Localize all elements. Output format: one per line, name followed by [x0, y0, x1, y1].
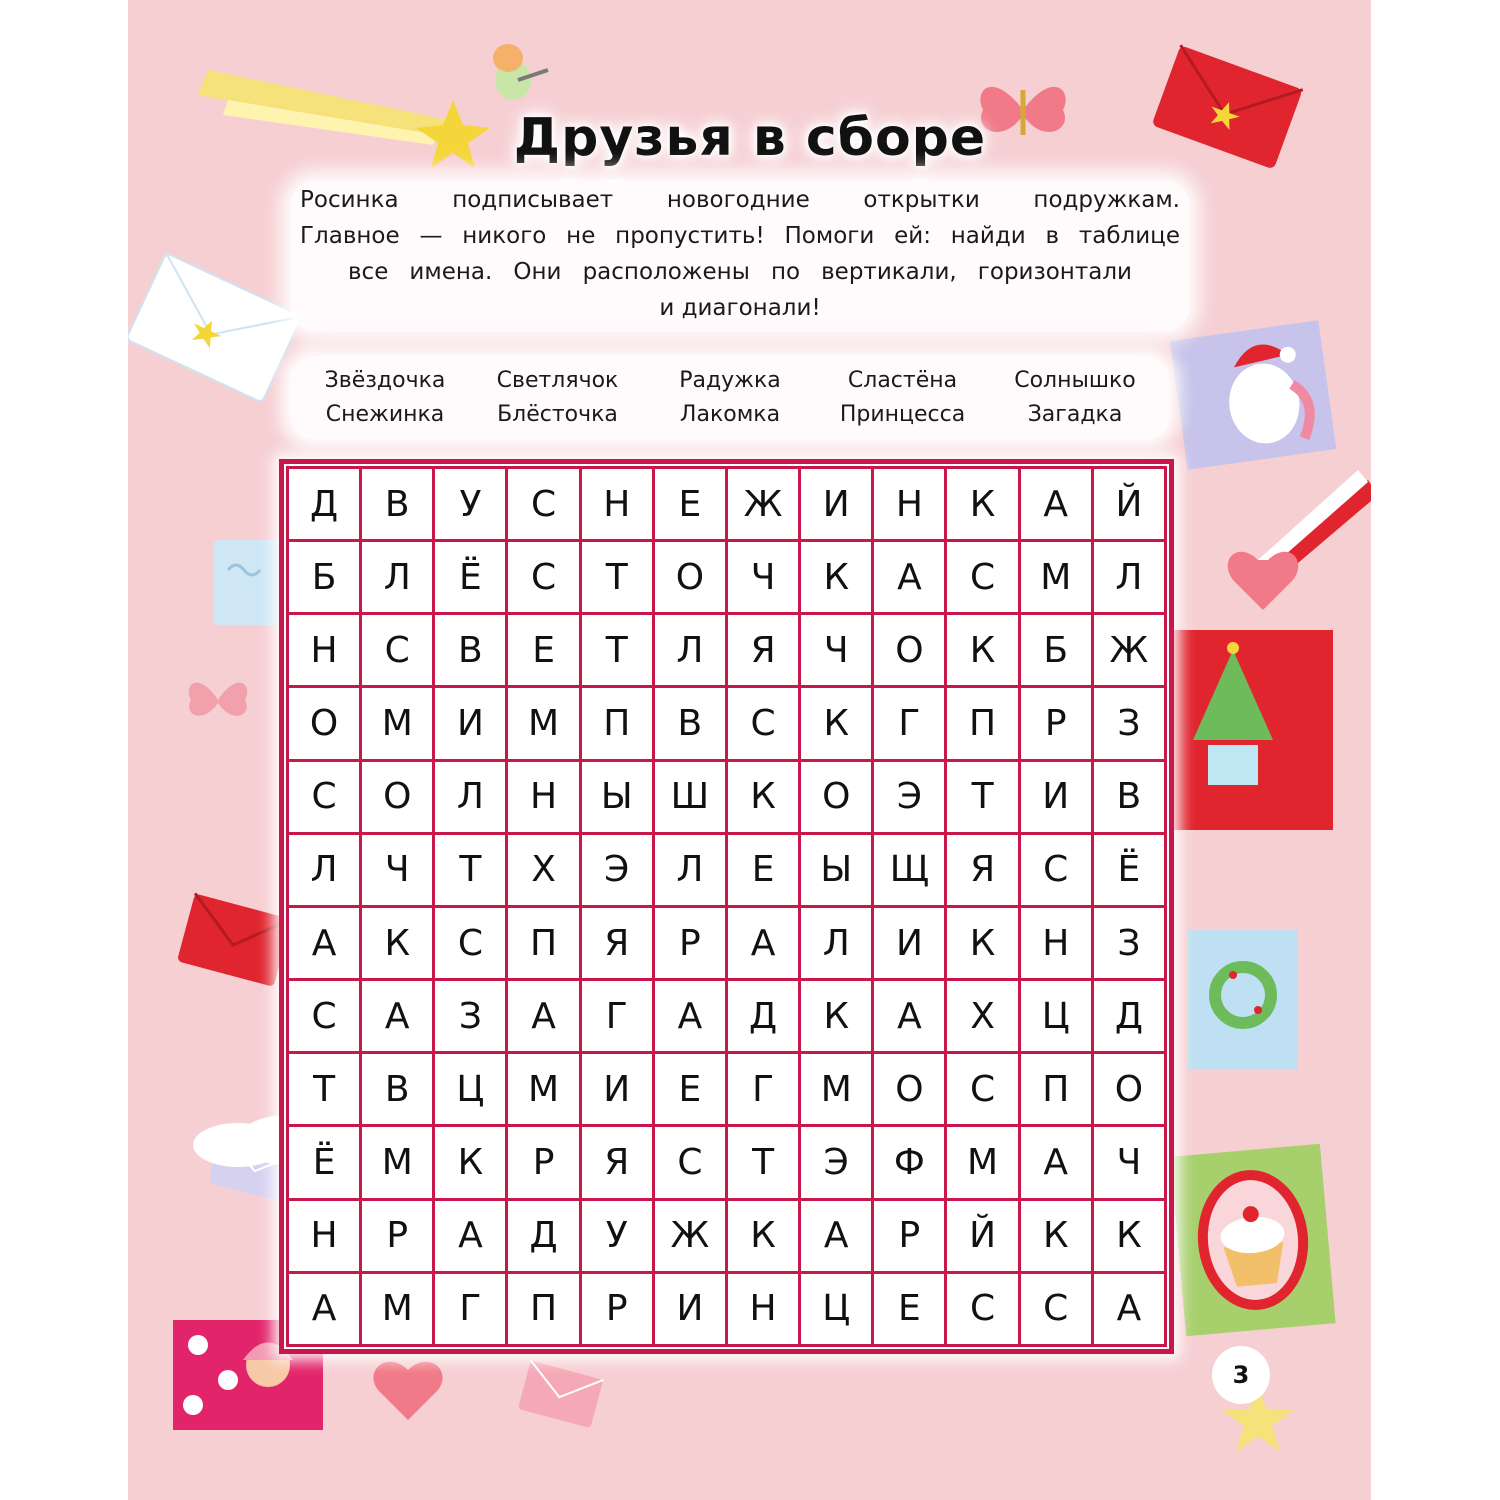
grid-cell[interactable]: Ф	[874, 1127, 944, 1197]
grid-cell[interactable]: Ё	[1094, 835, 1164, 905]
word-column	[300, 364, 470, 432]
grid-cell[interactable]: Л	[655, 615, 725, 685]
grid-cell[interactable]: Л	[289, 835, 359, 905]
grid-cell[interactable]: К	[1021, 1201, 1091, 1271]
grid-cell[interactable]: Б	[1021, 615, 1091, 685]
grid-cell[interactable]: Н	[289, 1201, 359, 1271]
grid-cell[interactable]: Ы	[801, 835, 871, 905]
white-envelope-icon	[128, 250, 298, 410]
grid-cell[interactable]: С	[289, 981, 359, 1051]
grid-cell[interactable]: К	[947, 908, 1017, 978]
grid-cell[interactable]: У	[582, 1201, 652, 1271]
grid-cell[interactable]: П	[1021, 1054, 1091, 1124]
grid-cell[interactable]: И	[655, 1274, 725, 1344]
page-number: 3	[1212, 1346, 1270, 1404]
grid-cell[interactable]: Й	[947, 1201, 1017, 1271]
grid-cell[interactable]: Э	[582, 835, 652, 905]
christmas-tree-card-icon	[1173, 630, 1333, 830]
word-item: Лакомка	[679, 402, 781, 427]
grid-cell[interactable]: Й	[1094, 469, 1164, 539]
red-envelope-small-icon	[178, 890, 288, 1000]
moth-icon	[478, 40, 558, 110]
word-item: Солнышко	[1014, 368, 1136, 393]
grid-cell[interactable]: З	[1094, 908, 1164, 978]
grid-cell[interactable]: Ч	[801, 615, 871, 685]
grid-cell[interactable]: С	[728, 688, 798, 758]
grid-cell[interactable]: С	[655, 1127, 725, 1197]
grid-cell[interactable]: Х	[508, 835, 578, 905]
grid-cell[interactable]: Е	[655, 469, 725, 539]
grid-cell[interactable]: С	[947, 1054, 1017, 1124]
grid-cell[interactable]: В	[435, 615, 505, 685]
grid-cell[interactable]: О	[655, 542, 725, 612]
grid-cell[interactable]: Р	[655, 908, 725, 978]
grid-cell[interactable]: К	[947, 615, 1017, 685]
word-item: Принцесса	[839, 402, 966, 427]
grid-cell[interactable]: И	[582, 1054, 652, 1124]
grid-cell[interactable]: Ж	[728, 469, 798, 539]
word-column	[818, 364, 988, 432]
grid-cell[interactable]: Д	[289, 469, 359, 539]
word-column	[645, 364, 815, 432]
grid-cell[interactable]: К	[947, 469, 1017, 539]
grid-cell[interactable]: З	[1094, 688, 1164, 758]
grid-cell[interactable]: Ж	[1094, 615, 1164, 685]
grid-cell[interactable]: О	[874, 1054, 944, 1124]
word-item: Блёсточка	[497, 402, 618, 427]
grid-cell[interactable]: А	[1094, 1274, 1164, 1344]
grid-cell[interactable]: Г	[435, 1274, 505, 1344]
pink-envelope-icon	[518, 1360, 608, 1430]
grid-cell[interactable]: Т	[947, 762, 1017, 832]
grid-cell[interactable]: Н	[508, 762, 578, 832]
grid-cell[interactable]: Я	[582, 908, 652, 978]
grid-cell[interactable]: Т	[728, 1127, 798, 1197]
grid-cell[interactable]: М	[362, 1274, 432, 1344]
heart-icon	[368, 1350, 448, 1430]
instructions-line: все имена. Они расположены по вертикали, горизонтали	[348, 259, 1132, 285]
grid-cell[interactable]: А	[801, 1201, 871, 1271]
grid-cell[interactable]: А	[728, 908, 798, 978]
grid-cell[interactable]: Щ	[874, 835, 944, 905]
unicorn-stamp-icon	[1168, 320, 1338, 470]
cupcake-stamp-icon	[1168, 1140, 1338, 1340]
grid-cell[interactable]: Е	[508, 615, 578, 685]
grid-cell[interactable]: Ц	[1021, 981, 1091, 1051]
grid-cell[interactable]: О	[362, 762, 432, 832]
word-item: Радужка	[679, 368, 781, 393]
word-column	[473, 364, 643, 432]
grid-cell[interactable]: Т	[582, 542, 652, 612]
grid-cell[interactable]: С	[508, 542, 578, 612]
grid-cell[interactable]: И	[874, 908, 944, 978]
grid-cell[interactable]: Г	[728, 1054, 798, 1124]
grid-cell[interactable]: К	[728, 1201, 798, 1271]
grid-cell[interactable]: М	[362, 688, 432, 758]
grid-cell[interactable]: Ы	[582, 762, 652, 832]
grid-cell[interactable]: А	[362, 981, 432, 1051]
grid-cell[interactable]: К	[801, 542, 871, 612]
grid-cell[interactable]: И	[435, 688, 505, 758]
page-title: Друзья в сборе	[513, 108, 987, 168]
grid-cell[interactable]: М	[362, 1127, 432, 1197]
grid-cell[interactable]: К	[801, 688, 871, 758]
word-list	[290, 356, 1170, 440]
grid-cell[interactable]: С	[1021, 835, 1091, 905]
grid-cell[interactable]: Ч	[1094, 1127, 1164, 1197]
grid-cell[interactable]: В	[362, 1054, 432, 1124]
grid-cell[interactable]: О	[289, 688, 359, 758]
grid-cell[interactable]: Ж	[655, 1201, 725, 1271]
grid-cell[interactable]: Я	[582, 1127, 652, 1197]
grid-cell[interactable]: Н	[728, 1274, 798, 1344]
grid-cell[interactable]: С	[947, 542, 1017, 612]
grid-cell[interactable]: А	[1021, 1127, 1091, 1197]
word-column	[990, 364, 1160, 432]
grid-cell[interactable]: У	[435, 469, 505, 539]
grid-cell[interactable]: В	[1094, 762, 1164, 832]
letter-grid	[286, 466, 1167, 1347]
instructions-line: Росинка подписывает новогодние открытки подружкам.	[300, 187, 1180, 213]
grid-cell[interactable]: П	[582, 688, 652, 758]
grid-cell[interactable]: Л	[435, 762, 505, 832]
grid-cell[interactable]: Н	[289, 615, 359, 685]
grid-cell[interactable]: С	[508, 469, 578, 539]
grid-cell[interactable]: М	[508, 1054, 578, 1124]
grid-cell[interactable]: С	[289, 762, 359, 832]
grid-cell[interactable]: Э	[801, 1127, 871, 1197]
grid-cell[interactable]: А	[289, 1274, 359, 1344]
grid-cell[interactable]: В	[362, 469, 432, 539]
grid-cell[interactable]: Э	[874, 762, 944, 832]
grid-cell[interactable]: П	[508, 908, 578, 978]
grid-cell[interactable]: Р	[362, 1201, 432, 1271]
grid-cell[interactable]: А	[435, 1201, 505, 1271]
grid-cell[interactable]: А	[874, 542, 944, 612]
grid-cell[interactable]: А	[655, 981, 725, 1051]
instructions-line: Главное — никого не пропустить! Помоги ей: найди в таблице	[300, 223, 1180, 249]
grid-cell[interactable]: С	[947, 1274, 1017, 1344]
grid-cell[interactable]: Т	[289, 1054, 359, 1124]
word-item: Снежинка	[325, 402, 445, 427]
word-item: Светлячок	[496, 368, 619, 393]
grid-cell[interactable]: К	[435, 1127, 505, 1197]
grid-cell[interactable]: Н	[874, 469, 944, 539]
grid-cell[interactable]: П	[508, 1274, 578, 1344]
grid-cell[interactable]: Ё	[289, 1127, 359, 1197]
grid-cell[interactable]: Ч	[362, 835, 432, 905]
grid-cell[interactable]: О	[874, 615, 944, 685]
grid-cell[interactable]: С	[435, 908, 505, 978]
grid-cell[interactable]: Л	[1094, 542, 1164, 612]
grid-cell[interactable]: А	[1021, 469, 1091, 539]
grid-cell[interactable]: К	[728, 762, 798, 832]
grid-cell[interactable]: Т	[582, 615, 652, 685]
word-item: Сластёна	[847, 368, 958, 393]
grid-cell[interactable]: В	[655, 688, 725, 758]
grid-cell[interactable]: Ц	[801, 1274, 871, 1344]
grid-cell[interactable]: О	[801, 762, 871, 832]
grid-cell[interactable]: Ш	[655, 762, 725, 832]
grid-cell[interactable]: К	[362, 908, 432, 978]
grid-cell[interactable]: Ц	[435, 1054, 505, 1124]
instructions-line: и диагонали!	[659, 295, 821, 321]
grid-cell[interactable]: Т	[435, 835, 505, 905]
word-item: Загадка	[1027, 402, 1123, 427]
grid-cell[interactable]: И	[801, 469, 871, 539]
grid-cell[interactable]: Д	[508, 1201, 578, 1271]
grid-cell[interactable]: К	[801, 981, 871, 1051]
grid-cell[interactable]: Е	[728, 835, 798, 905]
grid-cell[interactable]: Б	[289, 542, 359, 612]
grid-cell[interactable]: И	[1021, 762, 1091, 832]
grid-cell[interactable]: А	[289, 908, 359, 978]
grid-cell[interactable]: А	[874, 981, 944, 1051]
grid-cell[interactable]: П	[947, 688, 1017, 758]
instructions-text	[290, 180, 1190, 332]
grid-cell[interactable]: Д	[728, 981, 798, 1051]
grid-cell[interactable]: С	[1021, 1274, 1091, 1344]
grid-cell[interactable]: М	[1021, 542, 1091, 612]
grid-cell[interactable]: М	[947, 1127, 1017, 1197]
small-butterfly-icon	[183, 670, 253, 730]
grid-cell[interactable]: Р	[1021, 688, 1091, 758]
grid-cell[interactable]: Ё	[435, 542, 505, 612]
grid-cell[interactable]: Р	[582, 1274, 652, 1344]
grid-cell[interactable]: Р	[874, 1201, 944, 1271]
grid-cell[interactable]: Х	[947, 981, 1017, 1051]
grid-cell[interactable]: Я	[728, 615, 798, 685]
grid-cell[interactable]: Д	[1094, 981, 1164, 1051]
grid-cell[interactable]: Л	[801, 908, 871, 978]
grid-cell[interactable]: Н	[582, 469, 652, 539]
grid-cell[interactable]: Е	[874, 1274, 944, 1344]
word-search-board	[279, 459, 1174, 1354]
grid-cell[interactable]: К	[1094, 1201, 1164, 1271]
grid-cell[interactable]: Ч	[728, 542, 798, 612]
grid-cell[interactable]: Е	[655, 1054, 725, 1124]
grid-cell[interactable]: Г	[582, 981, 652, 1051]
grid-cell[interactable]: М	[508, 688, 578, 758]
grid-cell[interactable]: Л	[655, 835, 725, 905]
grid-cell[interactable]: О	[1094, 1054, 1164, 1124]
pink-heart-trail-icon	[1218, 460, 1371, 620]
grid-cell[interactable]: Н	[1021, 908, 1091, 978]
grid-cell[interactable]: З	[435, 981, 505, 1051]
word-item: Звёздочка	[324, 368, 446, 393]
grid-cell[interactable]: Я	[947, 835, 1017, 905]
grid-cell[interactable]: Р	[508, 1127, 578, 1197]
grid-cell[interactable]: С	[362, 615, 432, 685]
wreath-stamp-icon	[1188, 930, 1298, 1070]
grid-cell[interactable]: Л	[362, 542, 432, 612]
grid-cell[interactable]: Г	[874, 688, 944, 758]
grid-cell[interactable]: А	[508, 981, 578, 1051]
grid-cell[interactable]: М	[801, 1054, 871, 1124]
